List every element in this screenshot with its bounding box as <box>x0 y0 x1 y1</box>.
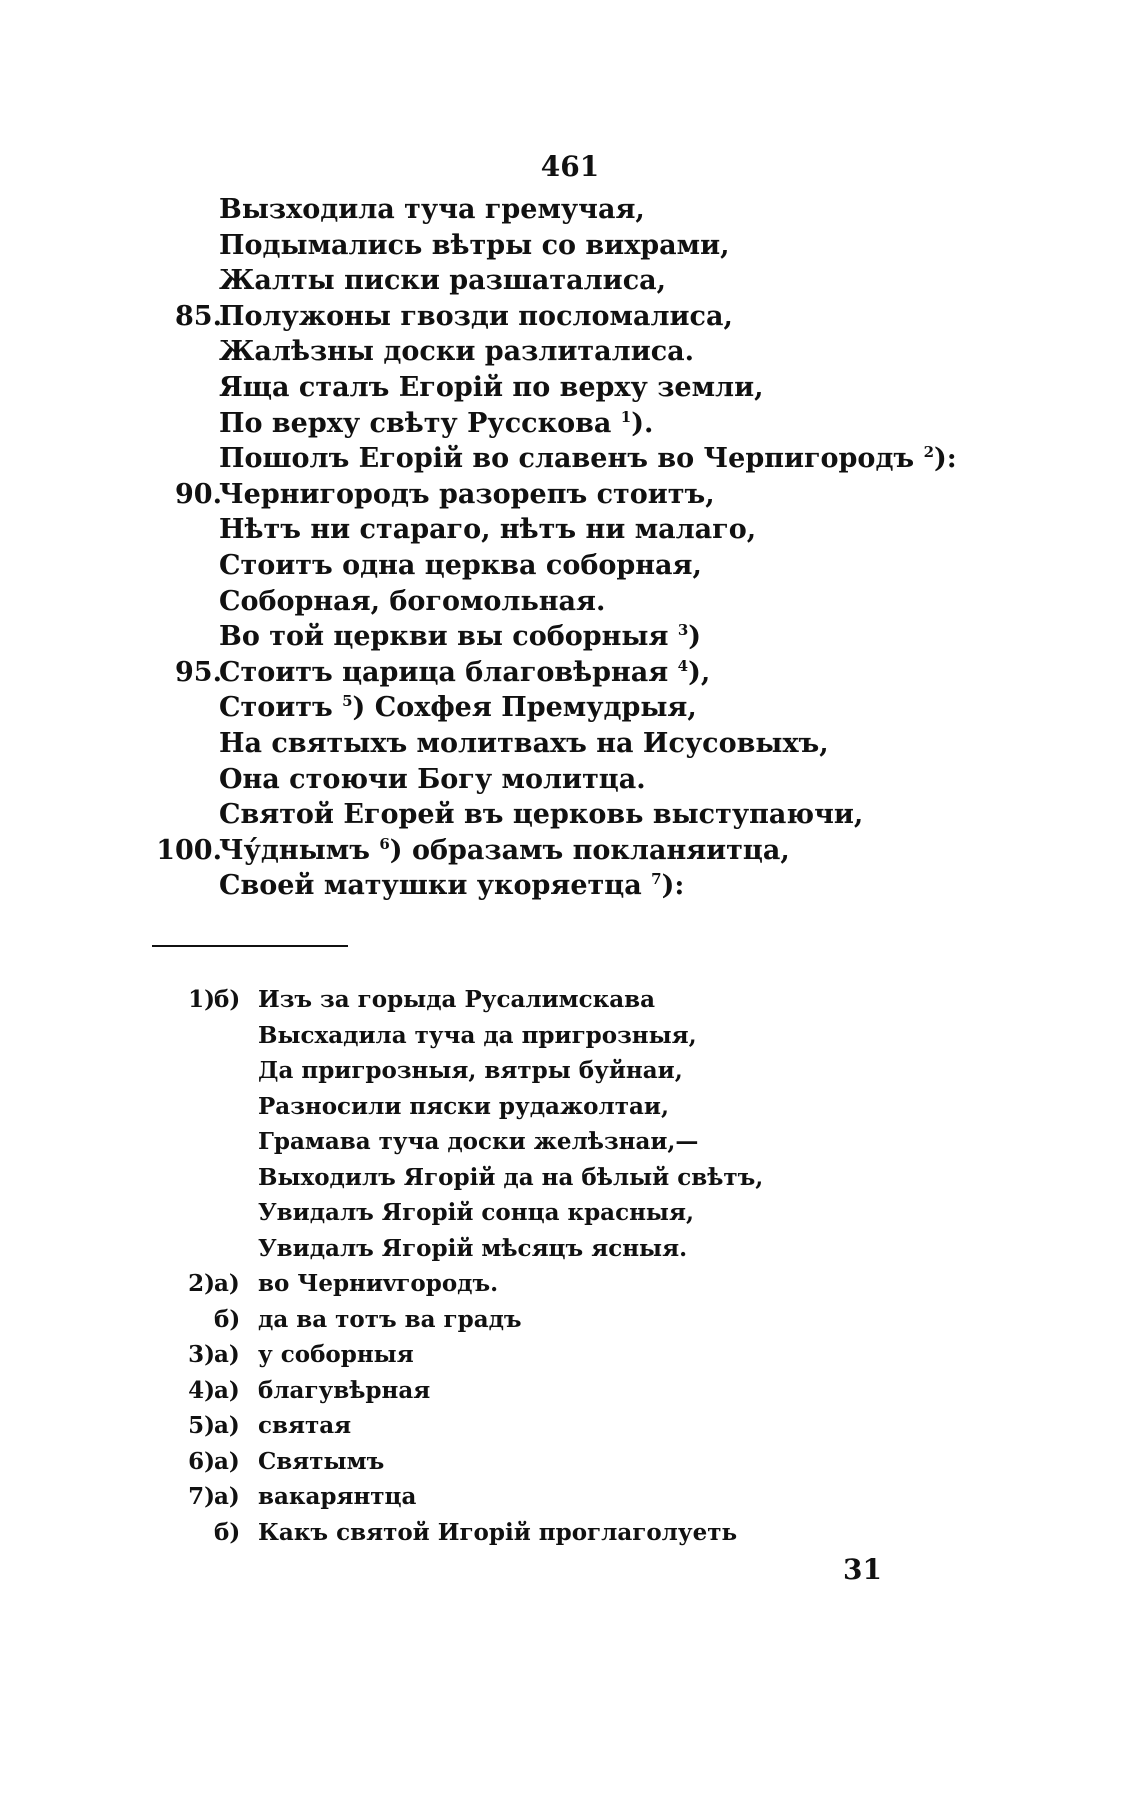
footnote-number: 5) <box>188 1412 215 1439</box>
footnote-line <box>0 1479 1140 1515</box>
footnote-variant: а) <box>214 1376 240 1404</box>
footnote-text: Святымъ <box>258 1447 385 1475</box>
footnote-line <box>0 1195 1140 1231</box>
verse-line <box>0 655 1140 691</box>
verse-text-tail: ) образамъ покланяитца, <box>389 834 790 866</box>
footnote-line <box>0 1089 1140 1125</box>
verse-line <box>0 584 1140 620</box>
footnote-text: Выходилъ Ягорій да на бѣлый свѣтъ, <box>258 1163 764 1191</box>
verse-line <box>0 548 1140 584</box>
footnote-text: да ва тотъ ва градъ <box>258 1305 522 1333</box>
footnote-line <box>0 1266 1140 1302</box>
verse-text-main: Стоитъ одна церква соборная, <box>219 549 702 581</box>
verse-text-main: Чу́днымъ <box>219 834 370 866</box>
footnote-variant: б) <box>214 986 241 1013</box>
footnote-text: Изъ за горыда Русалимскава <box>258 986 656 1013</box>
footnote-text: Да пригрозныя, вятры буйнаи, <box>258 1057 683 1084</box>
verse-text-main: Соборная, богомольная. <box>219 585 606 617</box>
verse-text <box>219 334 694 370</box>
footnote-line <box>0 1231 1140 1267</box>
footnote-line <box>0 1160 1140 1196</box>
verse-text-main: Пошолъ Егорій во славенъ во Черпигородъ <box>219 443 915 475</box>
verse-line <box>0 299 1140 335</box>
verse-text-main: Нѣтъ ни стараго, нѣтъ ни малаго, <box>219 514 757 546</box>
footnote-number: 4) <box>188 1376 215 1404</box>
verse-text-tail: ) <box>688 621 702 653</box>
verse-text <box>219 548 702 584</box>
footnote-text: Увидалъ Ягорій мѣсяцъ ясныя. <box>258 1234 688 1262</box>
verse-text-main: Она стоючи Богу молитца. <box>219 763 646 795</box>
line-number: 100. <box>156 834 222 866</box>
verse-line <box>0 512 1140 548</box>
verse-text <box>219 690 697 726</box>
verse-text-main: Полужоны гвозди посломалиса, <box>219 300 733 332</box>
verse-text <box>219 441 957 477</box>
verse-text <box>219 726 829 762</box>
footnote-reference[interactable]: 7 <box>651 870 662 889</box>
verse-text <box>219 584 605 620</box>
verse-text-main: На святыхъ молитвахъ на Исусовыхъ, <box>219 727 829 759</box>
footnote-text: Какъ святой Игорій проглаголуеть <box>258 1518 738 1546</box>
verse-text-main: Жалѣзны доски разлиталиса. <box>219 336 695 368</box>
footnote-reference[interactable]: 2 <box>923 443 934 462</box>
footnotes-block <box>0 982 1140 1550</box>
line-number: 95. <box>175 656 222 688</box>
verse-text-tail: ), <box>688 656 711 688</box>
verse-text-tail: ): <box>934 443 957 475</box>
footnote-reference[interactable]: 4 <box>677 656 689 675</box>
footnote-variant: б) <box>214 1518 241 1546</box>
verse-text-main: Вызходила туча гремучая, <box>219 194 645 225</box>
verse-text <box>219 655 710 691</box>
signature-mark: 31 <box>843 1553 882 1586</box>
footnote-line <box>0 1337 1140 1373</box>
verse-line <box>0 406 1140 442</box>
verse-text <box>219 406 653 442</box>
footnote-line <box>0 1515 1140 1551</box>
verse-line <box>0 263 1140 299</box>
footnote-number: 7) <box>188 1483 215 1510</box>
footnote-variant: а) <box>214 1483 240 1510</box>
verse-text-main: Во той церкви вы соборныя <box>219 621 669 653</box>
footnote-line <box>0 1124 1140 1160</box>
verse-line <box>0 228 1140 264</box>
footnote-line <box>0 1302 1140 1338</box>
verse-text <box>219 797 863 833</box>
footnote-number: 6) <box>188 1447 215 1475</box>
footnote-text: Грамава туча доски желѣзнаи,— <box>258 1128 699 1155</box>
footnote-reference[interactable]: 3 <box>677 621 689 640</box>
footnote-text: Увидалъ Ягорій сонца красныя, <box>258 1199 694 1226</box>
footnote-line <box>0 1408 1140 1444</box>
verse-line <box>0 370 1140 406</box>
line-number: 90. <box>175 478 222 510</box>
verse-text-main: Жалты писки разшаталиса, <box>219 265 667 297</box>
verse-line <box>0 619 1140 655</box>
verse-line <box>0 797 1140 833</box>
footnote-reference[interactable]: 6 <box>379 834 390 853</box>
verse-line <box>0 192 1140 228</box>
verse-line <box>0 833 1140 869</box>
verse-text-main: Чернигородъ разорепъ стоитъ, <box>219 478 715 510</box>
footnote-variant: а) <box>214 1341 240 1368</box>
footnote-number: 3) <box>188 1341 215 1368</box>
verse-text <box>219 833 790 869</box>
verse-block <box>0 192 1140 904</box>
verse-text-tail: ) Сохфея Премудрыя, <box>352 692 697 724</box>
footnote-variant: а) <box>214 1412 240 1439</box>
verse-text-tail: ): <box>661 870 685 902</box>
verse-text-main: Святой Егорей въ церковь выступаючи, <box>219 799 864 831</box>
verse-text <box>219 762 646 798</box>
footnote-variant: а) <box>214 1270 240 1297</box>
verse-line <box>0 334 1140 370</box>
verse-text-main: Яща сталъ Егорій по верху земли, <box>219 371 764 403</box>
verse-text-main: Стоитъ <box>219 692 333 724</box>
verse-line <box>0 868 1140 904</box>
footnote-text: благувѣрная <box>258 1376 431 1404</box>
verse-text-main: Стоитъ царица благовѣрная <box>219 656 669 688</box>
verse-text <box>219 299 733 335</box>
page-number: 461 <box>540 150 600 183</box>
verse-line <box>0 762 1140 798</box>
footnote-reference[interactable]: 1 <box>620 407 632 426</box>
footnote-variant: а) <box>214 1447 240 1475</box>
footnote-rule <box>152 945 348 947</box>
verse-text <box>219 370 764 406</box>
verse-text <box>219 228 730 264</box>
verse-line <box>0 477 1140 513</box>
verse-text <box>219 512 756 548</box>
footnote-text: Разносили пяски рудажолтаи, <box>258 1092 669 1120</box>
verse-line <box>0 441 1140 477</box>
verse-text <box>219 192 645 228</box>
footnote-line <box>0 1053 1140 1089</box>
verse-text-main: Своей матушки укоряетца <box>219 870 642 902</box>
verse-text-main: Подымались вѣтры со вихрами, <box>219 229 730 261</box>
verse-line <box>0 726 1140 762</box>
verse-text <box>219 263 666 299</box>
verse-line <box>0 690 1140 726</box>
verse-text <box>219 477 715 513</box>
verse-text <box>219 619 701 655</box>
footnote-text: вакарянтца <box>258 1483 417 1510</box>
line-number: 85. <box>175 300 222 332</box>
footnote-line <box>0 982 1140 1018</box>
verse-text-tail: ). <box>631 407 654 439</box>
footnote-number: 1) <box>188 986 215 1013</box>
footnote-line <box>0 1373 1140 1409</box>
footnote-text: во Черниvгородъ. <box>258 1270 499 1297</box>
footnote-variant: б) <box>214 1305 241 1333</box>
footnote-line <box>0 1444 1140 1480</box>
footnote-reference[interactable]: 5 <box>342 692 353 711</box>
footnote-line <box>0 1018 1140 1054</box>
footnote-text: у соборныя <box>258 1341 414 1368</box>
footnote-number: 2) <box>188 1270 215 1297</box>
footnote-text: Высхадила туча да пригрозныя, <box>258 1021 697 1049</box>
verse-text <box>219 868 684 904</box>
verse-text-main: По верху свѣту Русскова <box>219 407 612 439</box>
footnote-text: святая <box>258 1412 352 1439</box>
